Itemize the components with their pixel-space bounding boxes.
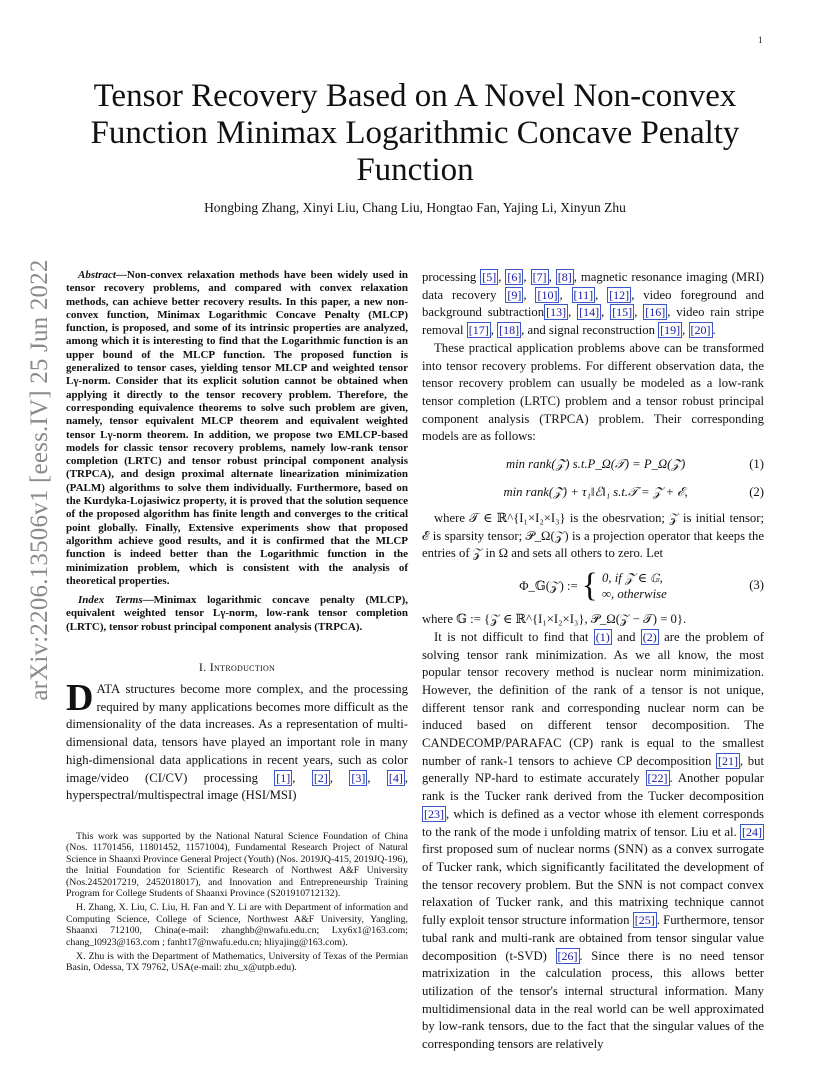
equation-1-body: min rank(𝒵) s.t.P_Ω(𝒯) = P_Ω(𝒵) [505,456,686,471]
citation-link[interactable]: [24] [742,824,762,839]
equation-ref-link[interactable]: (2) [642,629,657,644]
text-run: , video foreground and background subtraction [422,287,764,320]
text-run: are the problem of solving tensor rank minimization. As we all know, the most popular tensor recovery method is nuclear norm minimization. However, the definition of the rank of a tensor is not unique, different tensor rank and corresponding nuclear norm can be induced based on different tensor decomposition. The CANDECOMP/PARAFAC (CP) rank is equal to the smallest number of rank-1 tensors to achieve CP decomposition [422,629,764,768]
text-run: , video rain stripe removal [422,305,765,338]
equation-3-brace: { [581,567,598,605]
footnote-funding: This work was supported by the National Natural Science Foundation of China (Nos. 11701456, 11801452, 11571004), Fundamental Research Project of Natural Science in Shaanxi Province General Project (Youth) (Nos. 2019JQ-415, 2019JQ-196), the Initial Foundation for Scientific Research of Northwest A&F University (Nos.2452017219, 2452018017), and Innovation and Entrepreneurship Training Program for College Students of Shaanxi Province (S201910712132). [66,830,408,899]
text-run: . Furthermore, tensor tubal rank and multi-rank are obtained from tensor singular value decomposition (t-SVD) [422,913,764,963]
index-terms [66,594,408,634]
text-run: processing [422,270,481,284]
intro-text: structures become more complex, and the processing required by many applications becomes more difficult as the dimensionality of the data increases. As a representation of multi-dimensional data, tensors have played an important role in many high-dimensional data applications in recent years, such as color image/video (CI/CV) processing [66,682,408,785]
equation-3 [422,569,764,603]
intro-tail: , hyperspectral/multispectral image (HSI/MSI) [66,770,409,803]
citation-link[interactable]: [7] [532,270,547,284]
paper-authors: Hongbing Zhang, Xinyi Liu, Chang Liu, Hongtao Fan, Yajing Li, Xinyun Zhu [204,200,626,215]
arxiv-stamp[interactable]: arXiv:2206.13506v1 [eess.IV] 25 Jun 2022 [26,259,53,701]
intro-first-word: ATA [96,682,121,697]
left-column [66,269,408,977]
citation-link[interactable]: [10] [537,287,558,302]
citation-link[interactable]: [15] [612,305,633,320]
citation-link[interactable]: [18] [499,323,520,338]
text-run: and [611,629,641,644]
equation-3-case-1: 0, if 𝒵 ∈ 𝔾, [602,571,663,586]
text-run: . Another popular rank is the Tucker rank derived from the Tucker decomposition [422,771,764,804]
text-run: , magnetic resonance imaging (MRI) data recovery [422,270,765,302]
citation-link[interactable]: [26] [557,948,578,963]
citation-link[interactable]: [21] [717,753,738,768]
citation-link[interactable]: [16] [645,305,666,320]
citation-link[interactable]: [12] [609,287,630,302]
equation-2-body: min rank(𝒵) + τ₁‖ℰ‖₁ s.t.𝒯 = 𝒵 + ℰ, [503,485,688,500]
text-run: , but generally NP-hard to estimate accurately [422,753,764,786]
text-run: first proposed sum of nuclear norms (SNN) as a convex surrogate of Tucker rank, which significantly facilitated the development of the tensor recovery problem. But the SNN is not compact convex relaxation of Tucker rank, and this matrixing technique cannot fully exploit tensor structure information [422,842,764,928]
citation-link[interactable]: [22] [647,771,668,786]
section-heading-introduction: I. Introduction [198,660,276,675]
abstract-text: —Non-convex relaxation methods have been widely used in tensor recovery problems, and compared with convex relaxation methods, can achieve better recovery results. In this paper, a new non-convex function, Minimax Logarithmic Concave Penalty (MLCP) function, is proposed, and some of its intrinsic properties are analyzed, among which it is interesting to find that the Logarithmic function is an upper bound of the MLCP function. The proposed function is generalized to tensor cases, yielding tensor MLCP and weighted tensor Lγ-norm. Consider that its explicit solution cannot be obtained when applying it directly to the tensor recovery problem. Therefore, the corresponding equivalence theorems to solve such problem are given, namely, tensor equivalent MLCP theorem and equivalent weighted tensor Lγ-norm theorem. In addition, we propose two EMLCP-based models for classic tensor recovery problems, namely low-rank tensor completion (LRTC) and tensor robust principal component analysis (TRPCA), and design proximal alternate linearization minimization (PALM) algorithms to solve them individually. Furthermore, based on the Kurdyka-Lojasiwicz property, it is proved that the solution sequence of the proposed algorithm has finite length and converges to the critical point globally. Finally, Extensive experiments show that proposed algorithm achieve good results, and it is confirmed that the MLCP function is indeed better than the Logarithmic function in the minimization problem, which is consistent with the analysis of theoretical properties. [66,269,408,587]
citation-link[interactable]: [19] [660,323,681,338]
footnote-affiliation-zhu: X. Zhu is with the Department of Mathematics, University of Texas of the Permian Basin, Odessa, TX 79762, USA(e-mail: zhu_x@utpb.edu). [66,951,408,974]
dropcap-letter: D [66,677,94,720]
citation-link[interactable]: [17] [468,323,489,338]
right-paragraph-set-def: where 𝔾 := {𝒵 ∈ ℝ^{I₁×I₂×I₃}, 𝒫_Ω(𝒵 − 𝒯) = 0}. [422,612,687,627]
text-run: , and signal reconstruction [521,323,659,338]
paper-title: Tensor Recovery Based on A Novel Non-convex Function Minimax Logarithmic Concave Penalty Function [90,78,740,188]
right-column [422,269,764,1054]
citation-link[interactable]: [6] [507,270,522,284]
equation-3-lhs: Φ_𝔾(𝒵) := [519,579,578,594]
citation-link[interactable]: [25] [634,913,655,928]
citation-link[interactable]: [11] [573,287,594,302]
text-run: It is not difficult to find that [434,629,594,644]
right-paragraph-applications: processing [5] , [6] , [7] , [8] , magnetic resonance imaging (MRI) data recovery [9] , [10] , [11] , [12] , video foreground and background subtraction [13] , [14] , [15] , [16] , video rain stripe removal [17] , [18] , and signal reconstruction [19] , [20] . [422,270,765,338]
citation-link[interactable]: [2] [313,770,328,785]
citation-link[interactable]: [20] [690,323,711,338]
equation-2-number: (2) [749,484,764,499]
text-run: . Since there is no need tensor matrixization in the calculation process, this allows better utilization of the tensor's internal structural information. Many multidimensional data in the real world can be well approximated by low-rank tensors, due to the fact that the singular values of the corresponding tensors are relatively [422,948,764,1052]
citation-link[interactable]: [4] [388,770,403,785]
right-paragraph-tensor-rank [422,629,764,1054]
citation-link[interactable]: [23] [424,806,444,821]
right-paragraph-definitions: where 𝒯 ∈ ℝ^{I₁×I₂×I₃} is the obesrvation; 𝒵 is initial tensor; ℰ is sparsity tensor; 𝒫_Ω(𝒵) is a projection operator that keeps the entries of 𝒵 in Ω and sets all others to zero. Let [422,511,764,561]
citation-link[interactable]: [8] [557,270,572,284]
footnotes [66,831,408,974]
citation-link[interactable]: [1] [276,770,291,785]
intro-paragraph: DATA structures become more complex, and the processing required by many applications becomes more difficult as the dimensionality of the data increases. As a representation of multi-dimensional data, tensors have played an important role in many high-dimensional data applications in recent years, such as color image/video (CI/CV) processing [1] , [2] , [3] , [4] , hyperspectral/multispectral image (HSI/MSI) [66,677,409,803]
citation-link[interactable]: [14] [579,305,600,320]
arxiv-stamp-container [20,259,60,701]
citation-link[interactable]: [5] [482,270,497,284]
equation-ref-link[interactable]: (1) [595,629,610,644]
abstract-label: Abstract [78,269,116,281]
index-terms-text: —Minimax logarithmic concave penalty (MLCP), equivalent weighted tensor Lγ-norm, low-rank tensor completion (LRTC), tensor robust principal component analysis (TRPCA). [66,594,408,633]
footnote-affiliation: H. Zhang, X. Liu, C. Liu, H. Fan and Y. Li are with Department of information and Computing Science, College of Science, Northwest A&F University, Yangling, Shaanxi 712100, China(e-mail: zhanghb@nwafu.edu.cn; Lxy6x1@163.com; chang_l0923@163.com ; fanht17@nwafu.edu.cn; hliyajing@163.com). [66,902,408,948]
abstract [66,269,408,588]
right-paragraph-models: These practical application problems above can be transformed into tensor recovery problems. For different observation data, the tensor recovery problem can usually be modeled as a low-rank tensor completion (LRTC) problem and a tensor robust principal component analysis (TRPCA) problem. Their corresponding models are as follows: [422,340,764,444]
text-run: , which is defined as a vector whose ith element corresponds to the rank of the mode i unfolding matrix of tensor. Liu et al. [422,806,764,839]
page-number: 1 [758,35,763,45]
index-terms-label: Index Terms [78,594,143,607]
equation-3-cases [602,570,667,602]
citation-link[interactable]: [9] [507,287,522,302]
equation-3-number: (3) [749,578,764,593]
equation-1 [422,454,764,474]
citation-link[interactable]: [3] [351,770,366,785]
equation-2 [422,482,764,502]
equation-1-number: (1) [749,456,764,471]
equation-3-case-2: ∞, otherwise [602,587,667,602]
citation-link[interactable]: [13] [546,305,567,320]
